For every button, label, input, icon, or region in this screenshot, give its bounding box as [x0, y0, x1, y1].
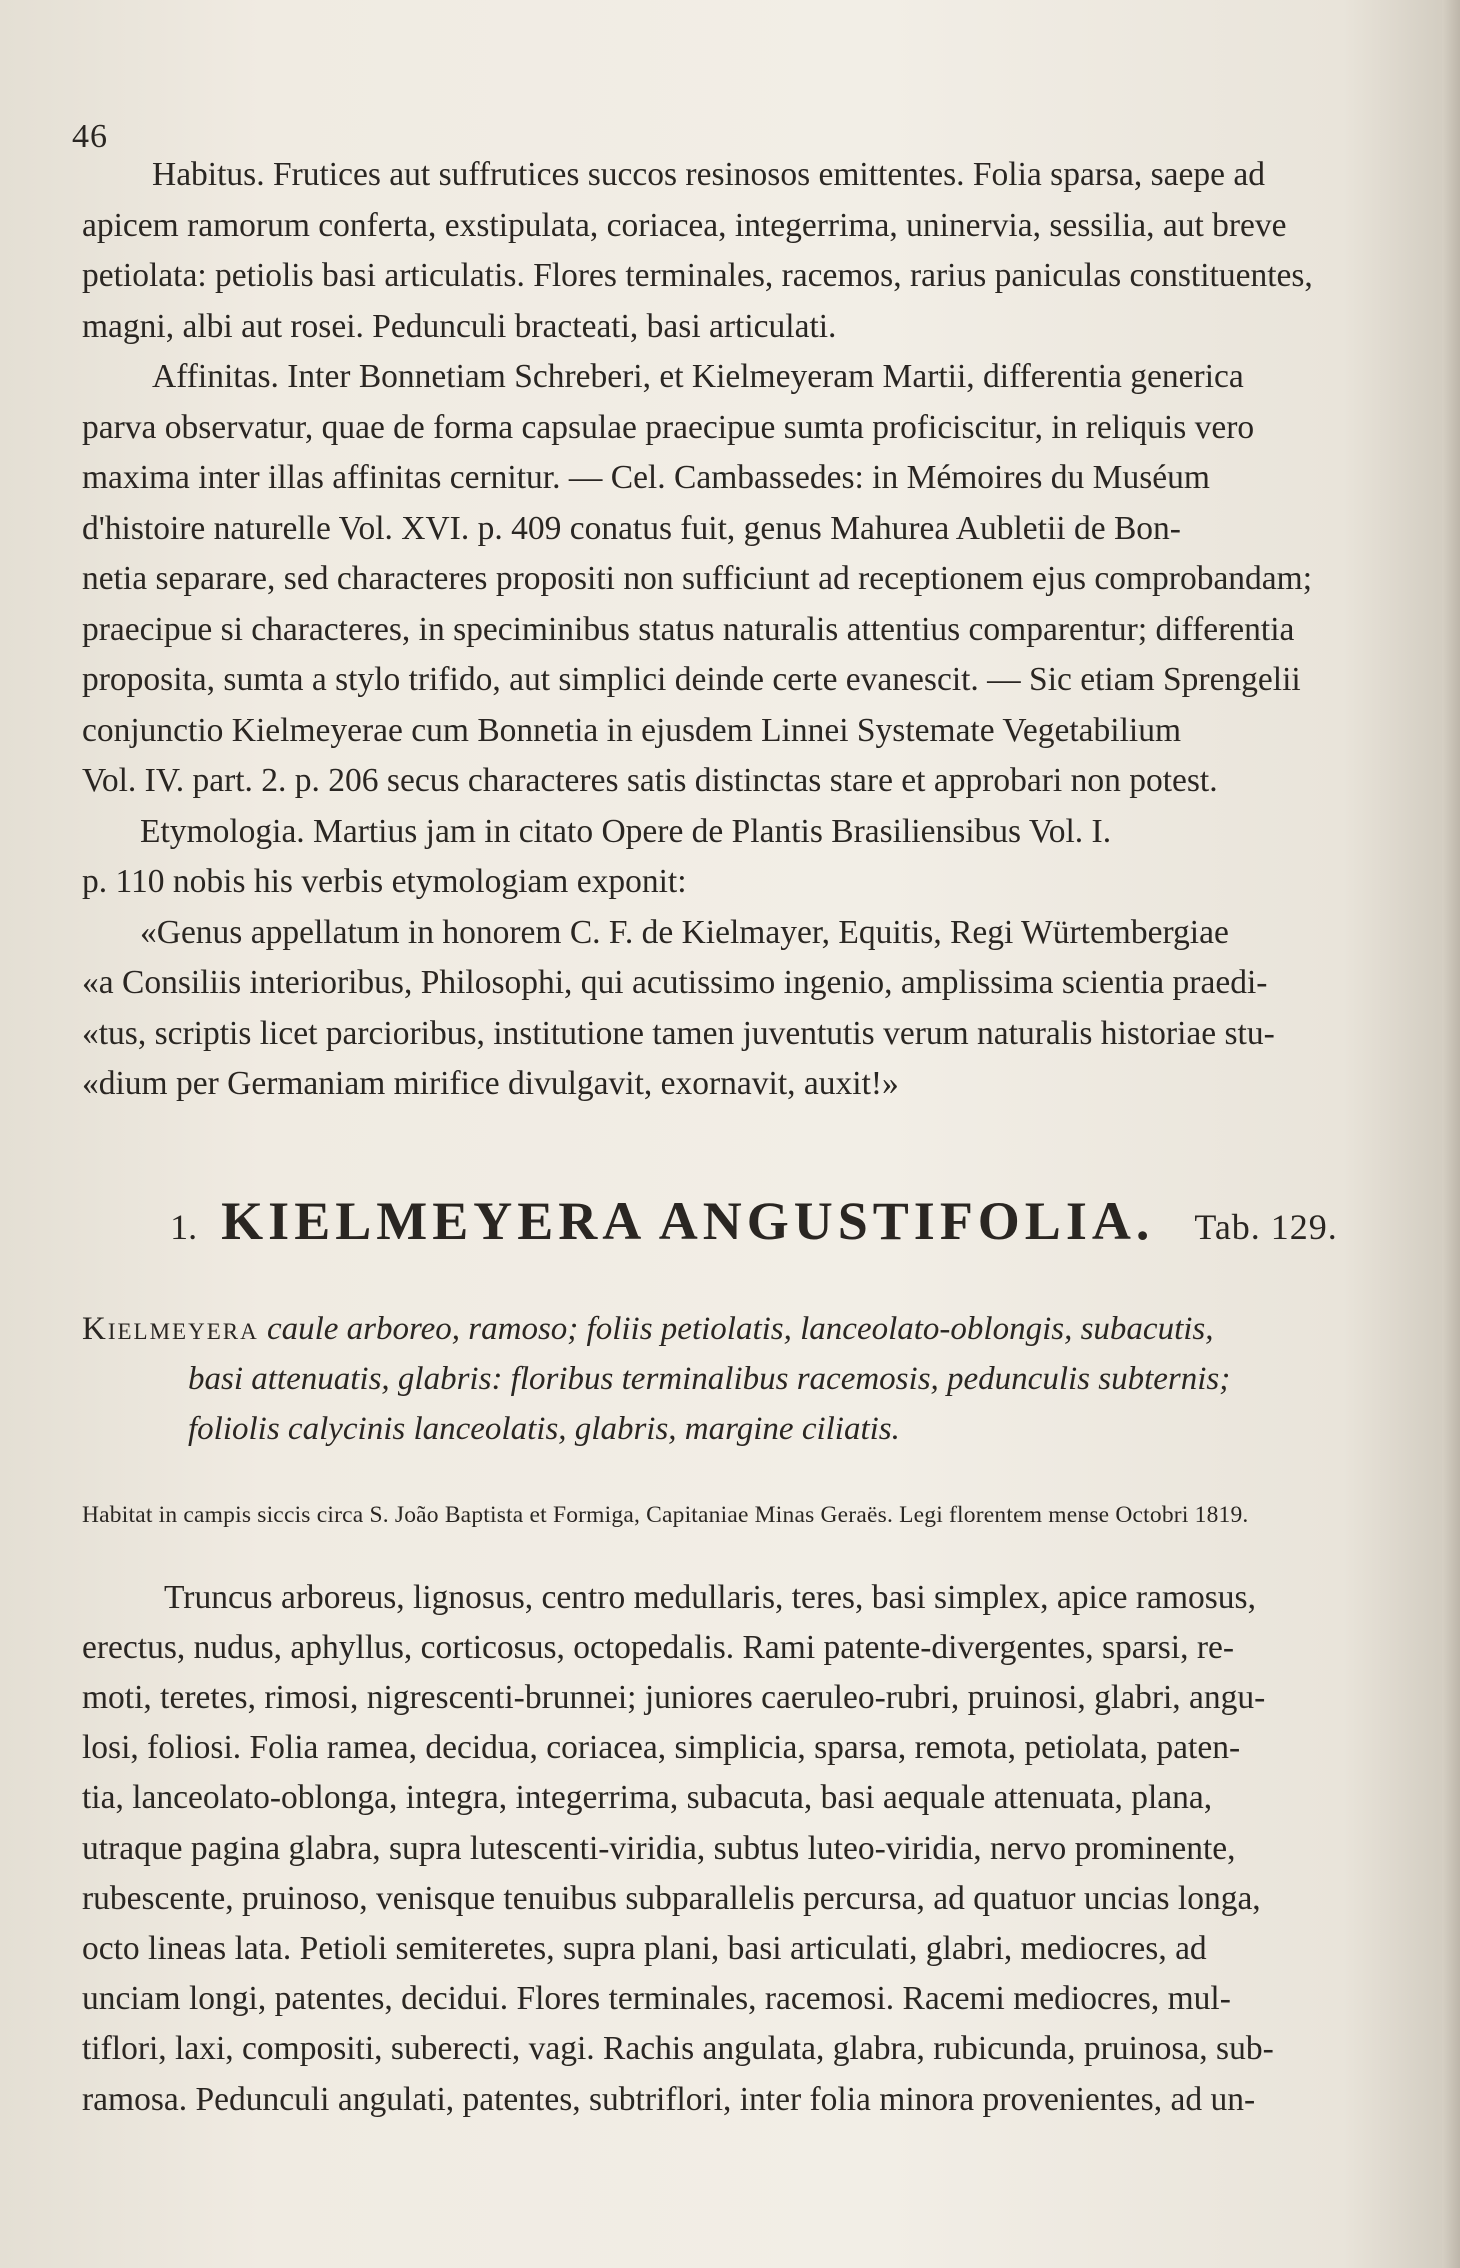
text-line: unciam longi, patentes, decidui. Flores terminales, racemosi. Racemi mediocres, mul-	[82, 1980, 1231, 2018]
etymology-quote	[82, 908, 1426, 1110]
text-line: magni, albi aut rosei. Pedunculi bracteati, basi articulati.	[82, 307, 837, 345]
species-title	[82, 1190, 1426, 1252]
text-line: Etymologia. Martius jam in citato Opere de Plantis Brasiliensibus Vol. I.	[140, 812, 1112, 850]
text-line: «a Consiliis interioribus, Philosophi, qui acutissimo ingenio, amplissima scientia praedi-	[82, 964, 1268, 1001]
text-line: proposita, sumta a stylo trifido, aut simplici deinde certe evanescit. — Sic etiam Sprengelii	[82, 661, 1301, 698]
text-line: ramosa. Pedunculi angulati, patentes, subtriflori, inter folia minora provenientes, ad un-	[82, 2080, 1256, 2118]
text-line: conjunctio Kielmeyerae cum Bonnetia in ejusdem Linnei Systemate Vegetabilium	[82, 711, 1182, 749]
text-line: octo lineas lata. Petioli semiteretes, supra plani, basi articulati, glabri, mediocres, ad	[82, 1929, 1207, 1967]
text-line: Habitus. Frutices aut suffrutices succos resinosos emittentes. Folia sparsa, saepe ad	[152, 156, 1266, 193]
text-line: rubescente, pruinoso, venisque tenuibus subparallelis percursa, ad quatuor uncias longa,	[82, 1879, 1261, 1917]
text-line: p. 110 nobis his verbis etymologiam exponit:	[82, 863, 687, 900]
etymologia-paragraph	[82, 807, 1426, 908]
text-line: maxima inter illas affinitas cernitur. — Cel. Cambassedes: in Mémoires du Muséum	[82, 459, 1210, 496]
plate-reference: Tab. 129.	[1194, 1206, 1338, 1247]
page-number: 46	[72, 118, 108, 155]
species-name: KIELMEYERA ANGUSTIFOLIA.	[221, 1190, 1155, 1251]
affinitas-paragraph	[82, 352, 1426, 807]
text-line: netia separare, sed characteres propositi non sufficiunt ad receptionem ejus comprobandam;	[82, 560, 1313, 597]
text-line: Vol. IV. part. 2. p. 206 secus characteres satis distinctas stare et approbari non potest.	[82, 762, 1218, 799]
species-diagnosis	[82, 1304, 1426, 1454]
text-line: tiflori, laxi, compositi, suberecti, vagi. Rachis angulata, glabra, rubicunda, pruinosa, sub-	[82, 2030, 1274, 2068]
text-line: parva observatur, quae de forma capsulae praecipue sumta proficiscitur, in reliquis vero	[82, 408, 1255, 446]
text-line: losi, foliosi. Folia ramea, decidua, coriacea, simplicia, sparsa, remota, petiolata, paten-	[82, 1729, 1241, 1767]
species-number: 1.	[170, 1206, 198, 1247]
text-line: Truncus arboreus, lignosus, centro medullaris, teres, basi simplex, apice ramosus,	[164, 1578, 1256, 1616]
text-line: petiolata: petiolis basi articulatis. Flores terminales, racemos, rarius paniculas constituentes,	[82, 257, 1313, 294]
text-line: erectus, nudus, aphyllus, corticosus, octopedalis. Rami patente-divergentes, sparsi, re-	[82, 1628, 1235, 1666]
text-line: apicem ramorum conferta, exstipulata, coriacea, integerrima, uninervia, sessilia, aut breve	[82, 206, 1287, 244]
text-line: d'histoire naturelle Vol. XVI. p. 409 conatus fuit, genus Mahurea Aubletii de Bon-	[82, 509, 1181, 547]
text-line: «tus, scriptis licet parcioribus, institutione tamen juventutis verum naturalis historiae stu-	[82, 1014, 1275, 1052]
text-line: caule arboreo, ramoso; foliis petiolatis, lanceolato-oblongis, subacutis,	[266, 1310, 1214, 1347]
text-line: basi attenuatis, glabris: floribus terminalibus racemosis, pedunculis subternis;	[188, 1360, 1231, 1397]
page-edge	[1442, 0, 1460, 2268]
habitus-paragraph	[82, 150, 1426, 352]
diagnosis-genus: Kielmeyera	[82, 1310, 259, 1347]
text-line: «dium per Germaniam mirifice divulgavit, exornavit, auxit!»	[82, 1065, 899, 1102]
text-line: Affinitas. Inter Bonnetiam Schreberi, et Kielmeyeram Martii, differentia generica	[152, 358, 1244, 395]
text-line: moti, teretes, rimosi, nigrescenti-brunnei; juniores caeruleo-rubri, pruinosi, glabri, angu-	[82, 1678, 1266, 1716]
text-line: utraque pagina glabra, supra lutescenti-viridia, subtus luteo-viridia, nervo prominente,	[82, 1829, 1236, 1867]
text-line: tia, lanceolato-oblonga, integra, integerrima, subacuta, basi aequale attenuata, plana,	[82, 1779, 1213, 1817]
habitat-note: Habitat in campis siccis circa S. João Baptista et Formiga, Capitaniae Minas Geraës. Legi florentem mense Octobri 1819.	[82, 1501, 1249, 1528]
text-line: «Genus appellatum in honorem C. F. de Kielmayer, Equitis, Regi Würtembergiae	[140, 913, 1229, 951]
description-paragraph	[82, 1573, 1426, 2125]
text-line: foliolis calycinis lanceolatis, glabris, margine ciliatis.	[188, 1410, 900, 1447]
text-line: praecipue si characteres, in speciminibus status naturalis attentius comparentur; differentia	[82, 610, 1295, 648]
